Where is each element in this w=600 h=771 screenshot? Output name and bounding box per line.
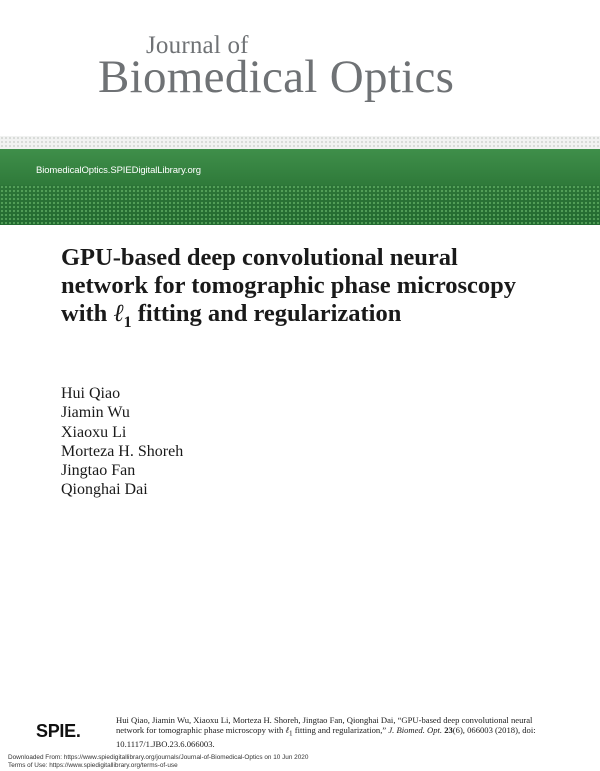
journal-masthead <box>0 0 600 136</box>
author-name: Jiamin Wu <box>61 404 130 422</box>
download-notice <box>8 754 308 769</box>
citation-text-part1: Hui Qiao, Jiamin Wu, Xiaoxu Li, Morteza H. Shoreh, Jingtao Fan, Qionghai Dai, “GPU-based deep convolutional neural network for tomographic phase microscopy with <box>116 715 533 735</box>
citation-journal: J. Biomed. Opt. <box>388 725 443 735</box>
author-list <box>61 384 183 500</box>
terms-of-use-line[interactable]: Terms of Use: https://www.spiedigitallibrary.org/terms-of-use <box>8 761 178 769</box>
author-name: Hui Qiao <box>61 385 121 402</box>
citation-subscript: 1 <box>289 729 293 738</box>
citation-block <box>116 715 536 749</box>
spie-logo: SPIE. <box>36 721 81 741</box>
article-title <box>61 244 521 337</box>
title-ell-symbol: ℓ <box>113 300 124 327</box>
journal-site-url: BiomedicalOptics.SPIEDigitalLibrary.org <box>36 165 201 176</box>
author-name: Morteza H. Shoreh <box>61 442 184 460</box>
title-text-part2: fitting and regularization <box>131 300 402 327</box>
author-name: Xiaoxu Li <box>61 423 127 441</box>
citation-volume: 23 <box>444 725 453 735</box>
title-text-part1: GPU-based deep convolutional neural network for tomographic phase microscopy with <box>61 244 517 327</box>
journal-name: Biomedical Optics <box>98 51 455 103</box>
journal-of-label: Journal of <box>146 32 249 59</box>
author-name: Qionghai Dai <box>61 481 148 499</box>
decorative-dot-strip <box>0 136 600 149</box>
author-name: Jingtao Fan <box>61 462 136 480</box>
citation-text-part2: fitting and regularization,” <box>292 725 389 735</box>
download-source-line[interactable]: Downloaded From: https://www.spiedigitallibrary.org/journals/Journal-of-Biomedical-Optics on 10 Jun 2020 <box>8 754 309 761</box>
title-subscript: 1 <box>123 313 132 331</box>
citation-ell-symbol: ℓ <box>285 725 290 735</box>
journal-banner <box>0 149 600 225</box>
citation-details: (6), 066003 (2018), doi: 10.1117/1.JBO.23.6.066003. <box>116 725 536 749</box>
